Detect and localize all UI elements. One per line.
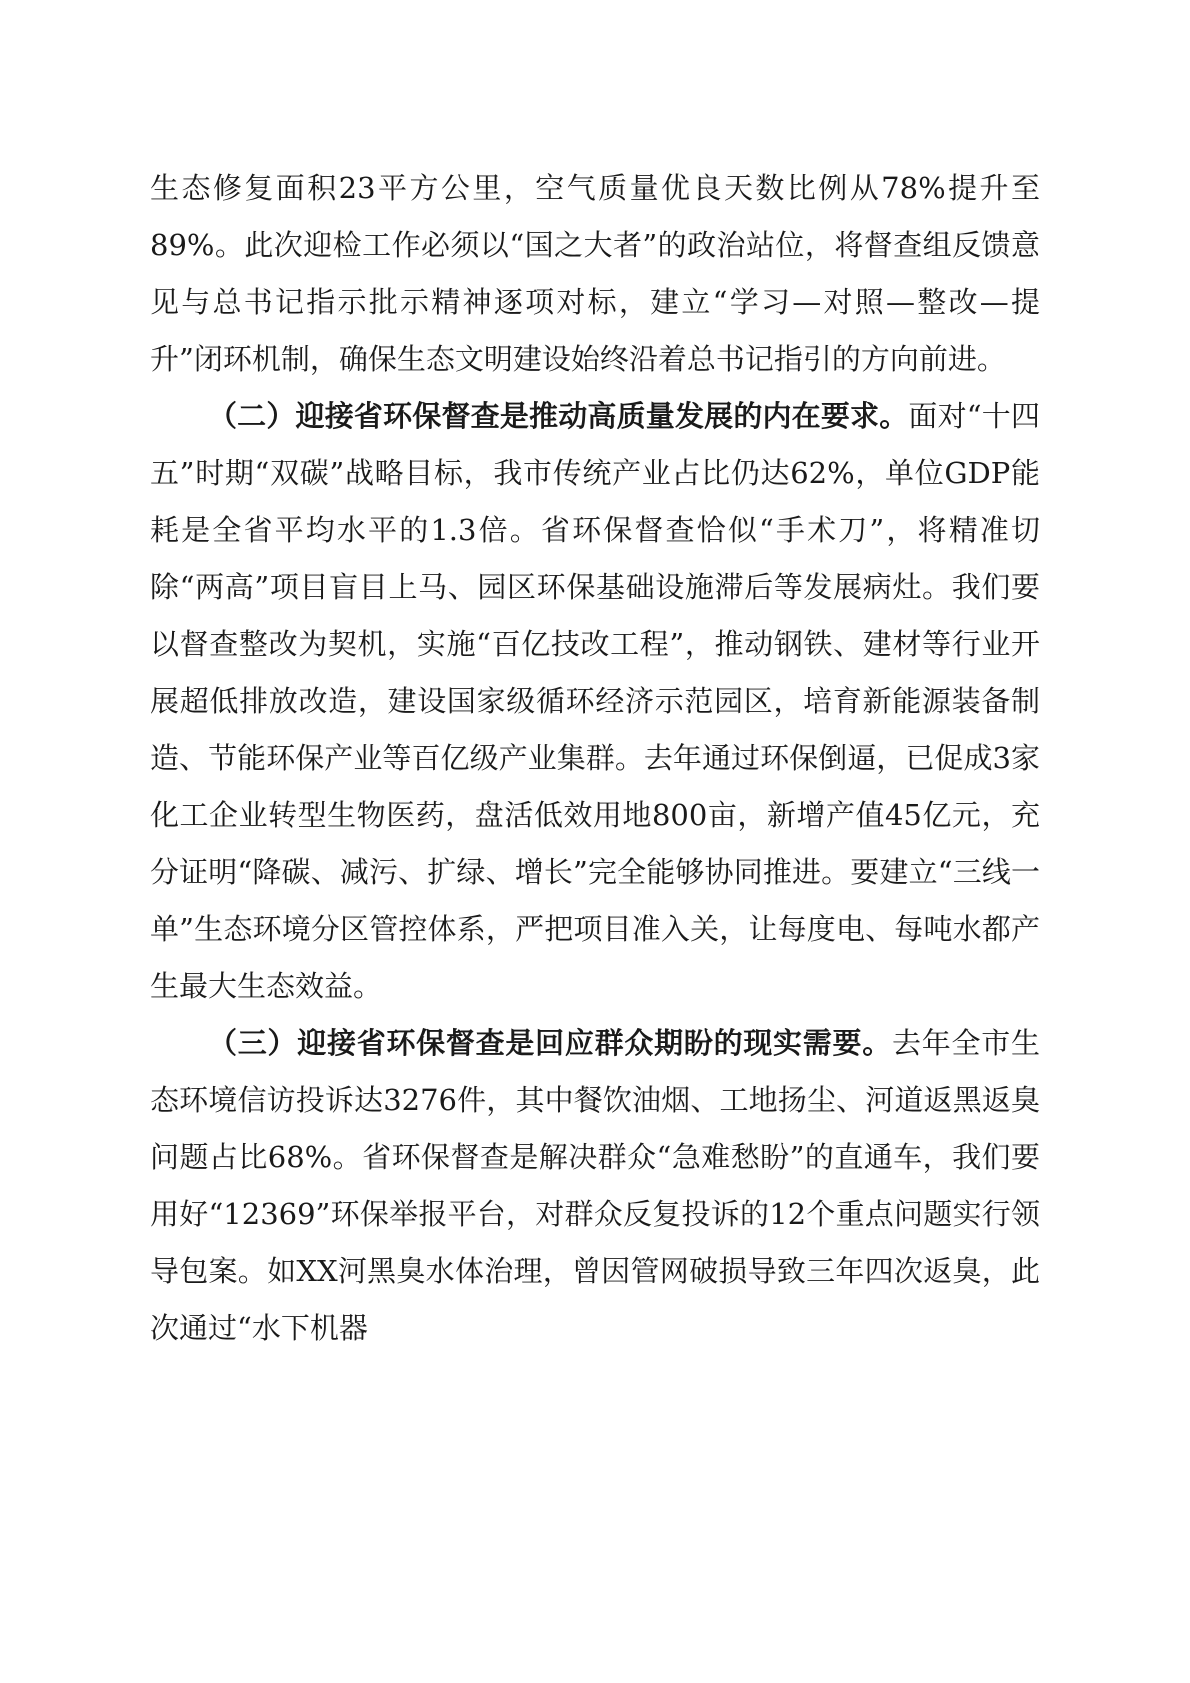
- section-3-heading: （三）迎接省环保督查是回应群众期盼的现实需要。: [208, 1026, 893, 1060]
- paragraph-1: [150, 160, 1040, 388]
- paragraph-3-text: 去年全市生态环境信访投诉达3276件，其中餐饮油烟、工地扬尘、河道返黑返臭问题占比68%。省环保督查是解决群众“急难愁盼”的直通车，我们要用好“12369”环保举报平台，对群众反复投诉的12个重点问题实行领导包案。如XX河黑臭水体治理，曾因管网破损导致三年四次返臭，此次通过“水下机器: [150, 1026, 1040, 1345]
- paragraph-2-text: 面对“十四五”时期“双碳”战略目标，我市传统产业占比仍达62%，单位GDP能耗是全省平均水平的1.3倍。省环保督查恰似“手术刀”，将精准切除“两高”项目盲目上马、园区环保基础设施滞后等发展病灶。我们要以督查整改为契机，实施“百亿技改工程”，推动钢铁、建材等行业开展超低排放改造，建设国家级循环经济示范园区，培育新能源装备制造、节能环保产业等百亿级产业集群。去年通过环保倒逼，已促成3家化工企业转型生物医药，盘活低效用地800亩，新增产值45亿元，充分证明“降碳、减污、扩绿、增长”完全能够协同推进。要建立“三线一单”生态环境分区管控体系，严把项目准入关，让每度电、每吨水都产生最大生态效益。: [150, 399, 1040, 1003]
- document-page: [150, 160, 1040, 1357]
- section-2-heading: （二）迎接省环保督查是推动高质量发展的内在要求。: [208, 399, 909, 433]
- paragraph-3: [150, 1015, 1040, 1357]
- paragraph-2: [150, 388, 1040, 1015]
- paragraph-1-text: 生态修复面积23平方公里，空气质量优良天数比例从78%提升至89%。此次迎检工作必须以“国之大者”的政治站位，将督查组反馈意见与总书记指示批示精神逐项对标，建立“学习—对照—整改—提升”闭环机制，确保生态文明建设始终沿着总书记指引的方向前进。: [150, 171, 1040, 376]
